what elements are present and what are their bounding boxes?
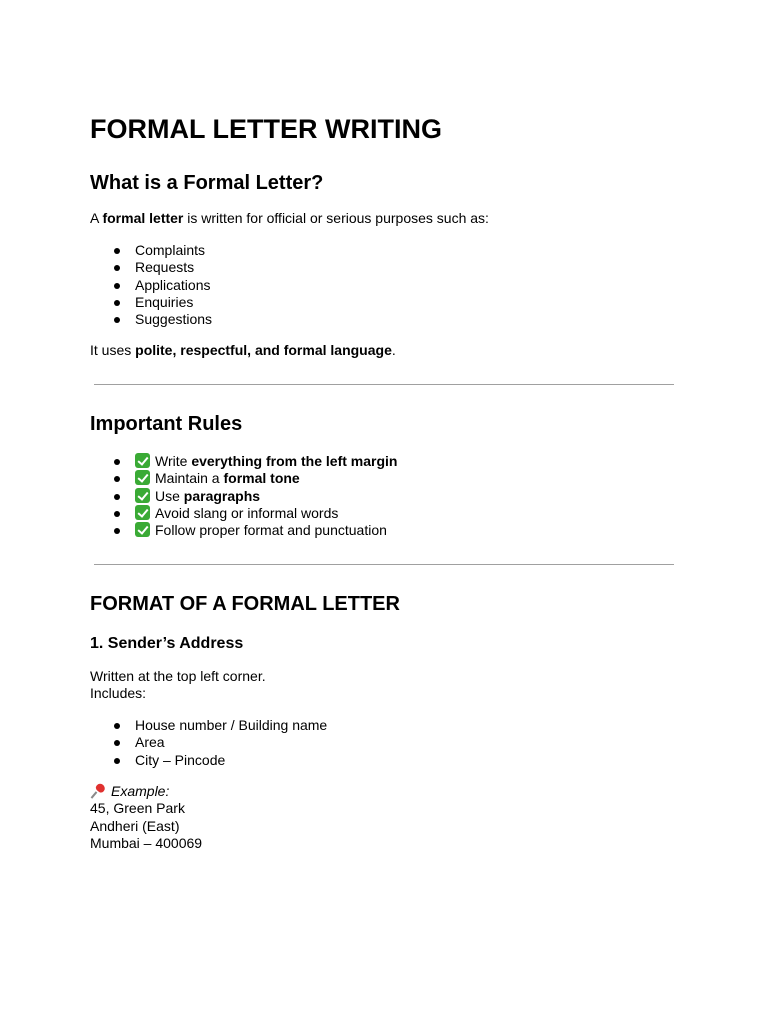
example-line: Andheri (East) <box>90 817 180 834</box>
list-item-text: Complaints <box>135 242 206 258</box>
rule-text: Avoid slang or informal words <box>155 504 339 521</box>
example-line: 45, Green Park <box>90 800 185 817</box>
address-parts-list <box>90 717 327 769</box>
list-item-text: House number / Building name <box>135 717 328 733</box>
list-item <box>90 277 212 294</box>
subheading-senders-address: 1. Sender’s Address <box>90 635 244 652</box>
address-line-2: Includes: <box>90 685 147 702</box>
bullet-icon <box>114 758 120 764</box>
list-item <box>90 259 212 276</box>
rule-text: Use <box>155 487 184 504</box>
list-item <box>90 752 327 769</box>
intro-prefix: A <box>90 210 103 226</box>
rule-text: Write <box>155 453 192 469</box>
address-line-1: Written at the top left corner. <box>90 668 266 684</box>
list-item <box>90 294 212 311</box>
rule-bold: paragraphs <box>183 487 261 504</box>
closing-bold: polite, respectful, and formal language <box>135 342 392 358</box>
rule-bold: everything from the left margin <box>191 453 398 469</box>
bullet-icon <box>114 528 120 534</box>
list-item-text: Suggestions <box>135 311 213 328</box>
list-item-text: Area <box>135 734 165 751</box>
closing-prefix: It uses <box>90 342 136 358</box>
list-item-text: Applications <box>135 276 211 293</box>
pushpin-icon <box>90 784 106 798</box>
list-item <box>90 522 397 539</box>
list-item <box>90 717 327 734</box>
address-description <box>90 668 266 703</box>
example-line: Mumbai – 400069 <box>90 834 203 851</box>
example-block <box>90 783 202 852</box>
example-label: Example: <box>111 783 170 799</box>
divider <box>94 384 674 385</box>
closing-suffix: . <box>391 342 396 358</box>
check-mark-icon <box>135 470 150 485</box>
check-mark-icon <box>135 453 150 468</box>
check-mark-icon <box>135 522 150 537</box>
bullet-icon <box>114 248 120 254</box>
list-item-text: Enquiries <box>135 293 194 310</box>
section-heading-important-rules: Important Rules <box>90 413 243 435</box>
bullet-icon <box>114 511 120 517</box>
bullet-icon <box>114 317 120 323</box>
list-item <box>90 505 397 522</box>
bullet-icon <box>114 740 120 746</box>
bullet-icon <box>114 283 120 289</box>
closing-paragraph <box>90 342 396 359</box>
bullet-icon <box>114 300 120 306</box>
section-heading-format: FORMAT OF A FORMAL LETTER <box>90 593 400 615</box>
check-mark-icon <box>135 505 150 520</box>
rule-text: Maintain a <box>155 470 224 487</box>
intro-bold: formal letter <box>102 210 184 226</box>
list-item <box>90 242 212 259</box>
list-item <box>90 470 397 487</box>
bullet-icon <box>114 265 120 271</box>
section-heading-what-is: What is a Formal Letter? <box>90 172 324 194</box>
check-mark-icon <box>135 488 150 503</box>
bullet-icon <box>114 494 120 500</box>
list-item-text: Requests <box>135 259 195 276</box>
list-item-text: City – Pincode <box>135 751 226 768</box>
list-item <box>90 734 327 751</box>
divider <box>94 564 674 565</box>
rule-bold: formal tone <box>223 470 300 487</box>
rules-list <box>90 453 397 539</box>
document-title: FORMAL LETTER WRITING <box>90 114 442 144</box>
intro-suffix: is written for official or serious purposes such as: <box>183 210 489 226</box>
list-item <box>90 311 212 328</box>
bullet-icon <box>114 459 120 465</box>
list-item <box>90 488 397 505</box>
list-item <box>90 453 397 470</box>
bullet-icon <box>114 723 120 729</box>
rule-text: Follow proper format and punctuation <box>155 522 387 539</box>
purpose-list <box>90 242 212 328</box>
intro-paragraph <box>90 210 489 227</box>
bullet-icon <box>114 476 120 482</box>
